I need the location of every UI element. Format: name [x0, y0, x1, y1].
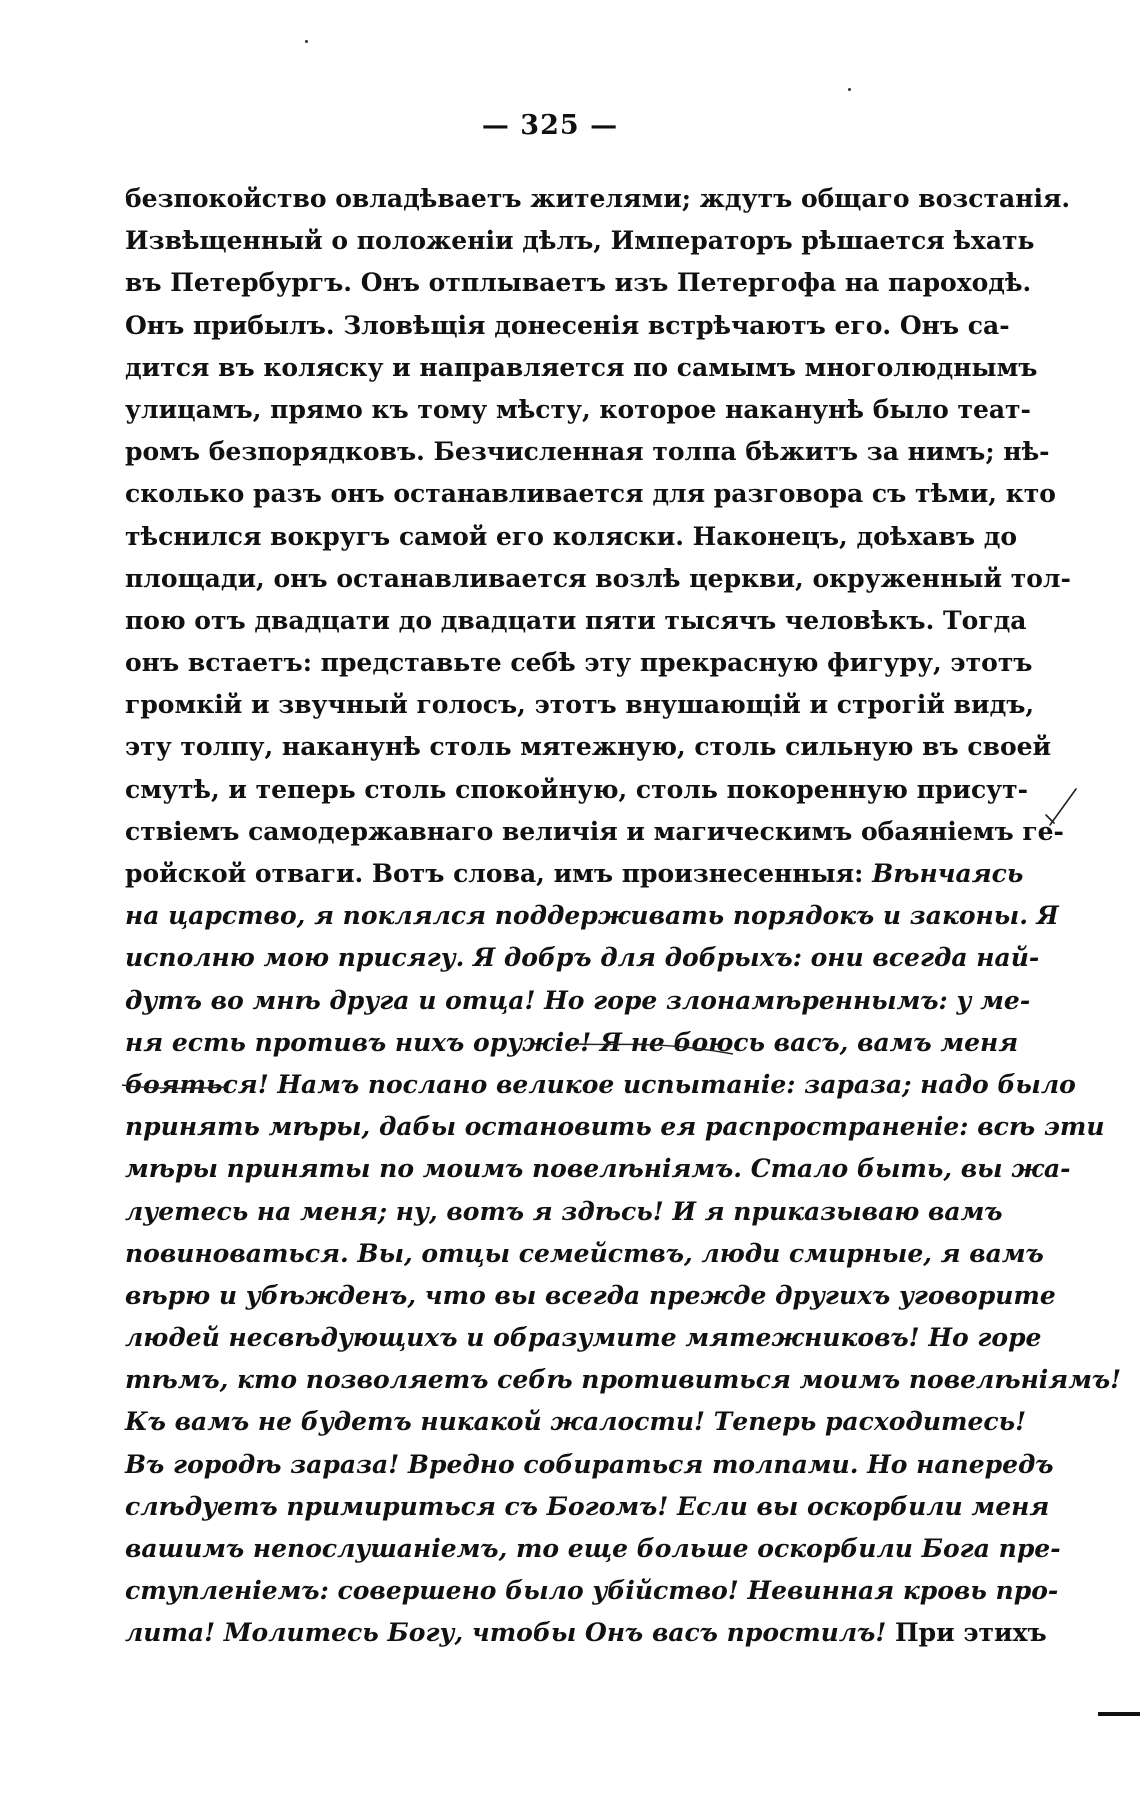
text-line — [125, 1148, 1071, 1190]
text-line — [125, 1570, 1059, 1612]
edge-dash — [1098, 1712, 1140, 1716]
text-line — [125, 178, 1071, 220]
italic-segment: Къ вамъ не будетъ никакой жалости! Теперь расходитесь! — [125, 1407, 1027, 1437]
italic-segment: тѣмъ, кто позволяетъ себѣ противиться моимъ повелѣніямъ! — [125, 1365, 1122, 1395]
roman-segment: смутѣ, и теперь столь спокойную, столь покоренную присут- — [125, 774, 1029, 804]
italic-segment: принять мѣры, дабы остановить ея распространеніе: всѣ эти — [125, 1112, 1105, 1142]
text-line — [125, 600, 1027, 642]
roman-segment: эту толпу, наканунѣ столь мятежную, столь сильную въ своей — [125, 732, 1052, 762]
roman-segment: дится въ коляску и направляется по самымъ многолюднымъ — [125, 352, 1038, 382]
body-text — [125, 178, 1122, 1655]
text-line — [125, 895, 1059, 937]
text-line — [125, 1106, 1105, 1148]
italic-segment: дутъ во мнѣ друга и отца! Но горе злонамѣреннымъ: у ме- — [125, 985, 1031, 1015]
speck — [305, 40, 308, 43]
roman-segment: въ Петербургъ. Онъ отплываетъ изъ Петергофа на пароходѣ. — [125, 268, 1032, 298]
italic-segment: слѣдуетъ примириться съ Богомъ! Если вы оскорбили меня — [125, 1491, 1050, 1521]
italic-segment: Въ городѣ зараза! Вредно собираться толпами. Но напередъ — [125, 1449, 1054, 1479]
roman-segment: тѣснился вокругъ самой его коляски. Наконецъ, доѣхавъ до — [125, 521, 1018, 551]
italic-segment: мѣры приняты по моимъ повелѣніямъ. Стало быть, вы жа- — [125, 1154, 1071, 1184]
roman-segment: онъ встаетъ: представьте себѣ эту прекрасную фигуру, этотъ — [125, 648, 1033, 678]
text-line — [125, 811, 1064, 853]
text-line — [125, 1486, 1050, 1528]
text-line — [125, 769, 1029, 811]
text-line — [125, 347, 1038, 389]
roman-segment: сколько разъ онъ останавливается для разговора съ тѣми, кто — [125, 479, 1056, 509]
text-line — [125, 1612, 1047, 1654]
text-line — [125, 937, 1040, 979]
roman-segment: При этихъ — [895, 1618, 1047, 1648]
text-line — [125, 1528, 1061, 1570]
text-line — [125, 853, 1024, 895]
italic-segment: людей несвѣдующихъ и образумите мятежниковъ! Но горе — [125, 1323, 1042, 1353]
roman-segment: громкій и звучный голосъ, этотъ внушающій и строгій видъ, — [125, 690, 1035, 720]
italic-segment: бояться! Намъ послано великое испытаніе: зараза; надо было — [125, 1069, 1076, 1099]
roman-segment: ромъ безпорядковъ. Безчисленная толпа бѣжитъ за нимъ; нѣ- — [125, 437, 1050, 467]
roman-segment: Извѣщенный о положеніи дѣлъ, Императоръ рѣшается ѣхать — [125, 226, 1035, 256]
text-line — [125, 1317, 1042, 1359]
italic-segment: луетесь на меня; ну, вотъ я здѣсь! И я приказываю вамъ — [125, 1196, 1003, 1226]
roman-segment: Онъ прибылъ. Зловѣщія донесенія встрѣчаютъ его. Онъ са- — [125, 310, 1010, 340]
italic-segment: исполню мою присягу. Я добръ для добрыхъ: они всегда най- — [125, 943, 1040, 973]
italic-segment: вашимъ непослушаніемъ, то еще больше оскорбили Бога пре- — [125, 1534, 1061, 1563]
text-line — [125, 473, 1056, 515]
text-line — [125, 389, 1031, 431]
roman-segment: безпокойство овладѣваетъ жителями; ждутъ общаго возстанія. — [125, 184, 1071, 213]
text-line — [125, 642, 1033, 684]
italic-segment: на царство, я поклялся поддерживать порядокъ и законы. Я — [125, 901, 1059, 931]
text-line — [125, 1022, 1019, 1064]
text-line — [125, 558, 1071, 600]
text-line — [125, 262, 1032, 304]
roman-segment: ствіемъ самодержавнаго величія и магическимъ обаяніемъ ге- — [125, 816, 1064, 846]
text-line — [125, 726, 1052, 768]
roman-segment: пою отъ двадцати до двадцати пяти тысячъ человѣкъ. Тогда — [125, 605, 1027, 635]
speck — [848, 88, 851, 91]
italic-segment: Вѣнчаясь — [872, 859, 1024, 888]
text-line — [125, 1401, 1027, 1443]
text-line — [125, 220, 1035, 262]
text-line — [125, 684, 1035, 726]
roman-segment: ройской отваги. Вотъ слова, имъ произнесенныя: — [125, 859, 873, 888]
handwritten-tick-mark — [1040, 785, 1085, 830]
text-line — [125, 516, 1018, 558]
text-line — [125, 1359, 1122, 1401]
italic-segment: повиноваться. Вы, отцы семействъ, люди смирные, я вамъ — [125, 1238, 1044, 1268]
text-line — [125, 431, 1050, 473]
italic-segment: ня есть противъ нихъ оружіе! Я не боюсь васъ, вамъ меня — [125, 1027, 1019, 1057]
roman-segment: улицамъ, прямо къ тому мѣсту, которое наканунѣ было теат- — [125, 394, 1031, 424]
text-line — [125, 980, 1031, 1022]
text-line — [125, 1064, 1076, 1106]
page-number: — 325 — — [481, 110, 619, 141]
text-line — [125, 1444, 1054, 1486]
text-line — [125, 305, 1010, 347]
text-line — [125, 1191, 1003, 1233]
italic-segment: вѣрю и убѣжденъ, что вы всегда прежде другихъ уговорите — [125, 1280, 1056, 1310]
text-line — [125, 1233, 1044, 1275]
italic-segment: лита! Молитесь Богу, чтобы Онъ васъ простилъ! — [125, 1618, 895, 1648]
roman-segment: площади, онъ останавливается возлѣ церкви, окруженный тол- — [125, 563, 1071, 593]
italic-segment: ступленіемъ: совершено было убійство! Невинная кровь про- — [125, 1576, 1059, 1606]
text-line — [125, 1275, 1056, 1317]
